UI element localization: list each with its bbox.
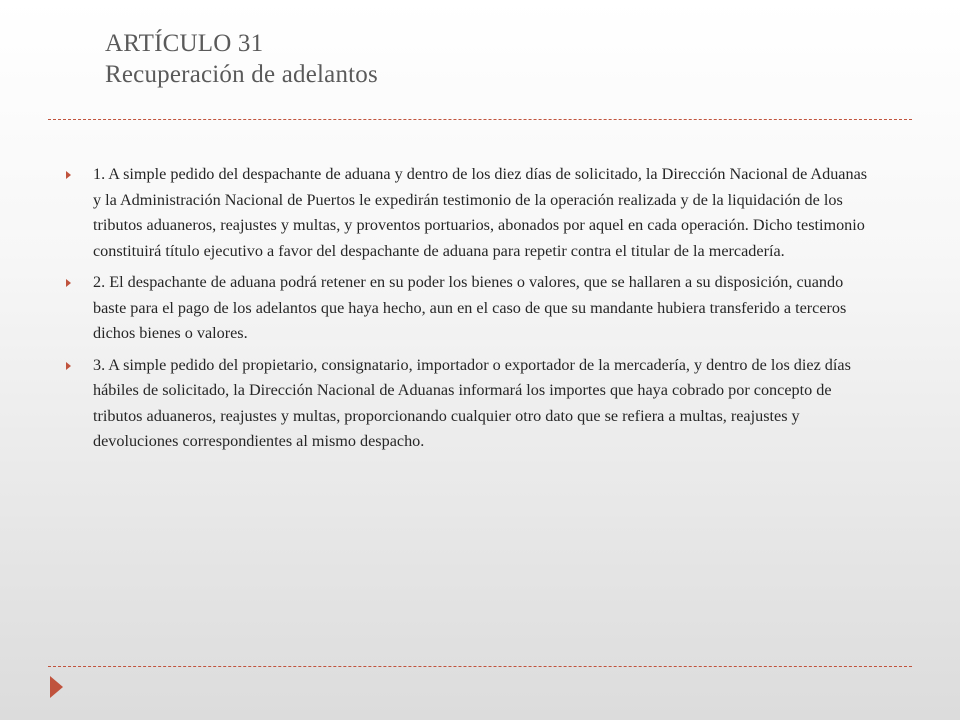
title-article: ARTÍCULO 31 — [105, 30, 264, 57]
bullet-item — [66, 270, 876, 347]
bottom-divider — [48, 666, 912, 667]
bullet-text: 1. A simple pedido del despachante de aduana y dentro de los diez días de solicitado, la Dirección Nacional de Aduanas y la Administración Nacional de Puertos le expedirán testimonio de la operación realizada y de la liquidación de los tributos aduaneros, reajustes y multas, y proventos portuarios, abonados por aquel en cada operación. Dicho testimonio constituirá título ejecutivo a favor del despachante de aduana para repetir contra el titular de la mercadería. — [93, 165, 868, 260]
bullet-list — [66, 162, 876, 461]
bullet-item — [66, 162, 876, 264]
title-subtitle: Recuperación de adelantos — [105, 61, 378, 88]
slide-title — [105, 28, 905, 90]
triangle-bullet-icon — [66, 362, 71, 370]
triangle-bullet-icon — [66, 279, 71, 287]
top-divider — [48, 119, 912, 120]
bullet-item — [66, 353, 876, 455]
triangle-arrow-icon — [50, 676, 63, 698]
bullet-text: 3. A simple pedido del propietario, consignatario, importador o exportador de la mercadería, y dentro de los diez días hábiles de solicitado, la Dirección Nacional de Aduanas informará los importes que haya cobrado por concepto de tributos aduaneros, reajustes y multas, proporcionando cualquier otro dato que se refiera a multas, reajustes y devoluciones correspondientes al mismo despacho. — [93, 355, 851, 450]
triangle-bullet-icon — [66, 171, 71, 179]
bullet-text: 2. El despachante de aduana podrá retener en su poder los bienes o valores, que se hallaren a su disposición, cuando baste para el pago de los adelantos que haya hecho, aun en el caso de que su mandante hubiera transferido a terceros dichos bienes o valores. — [93, 273, 847, 342]
